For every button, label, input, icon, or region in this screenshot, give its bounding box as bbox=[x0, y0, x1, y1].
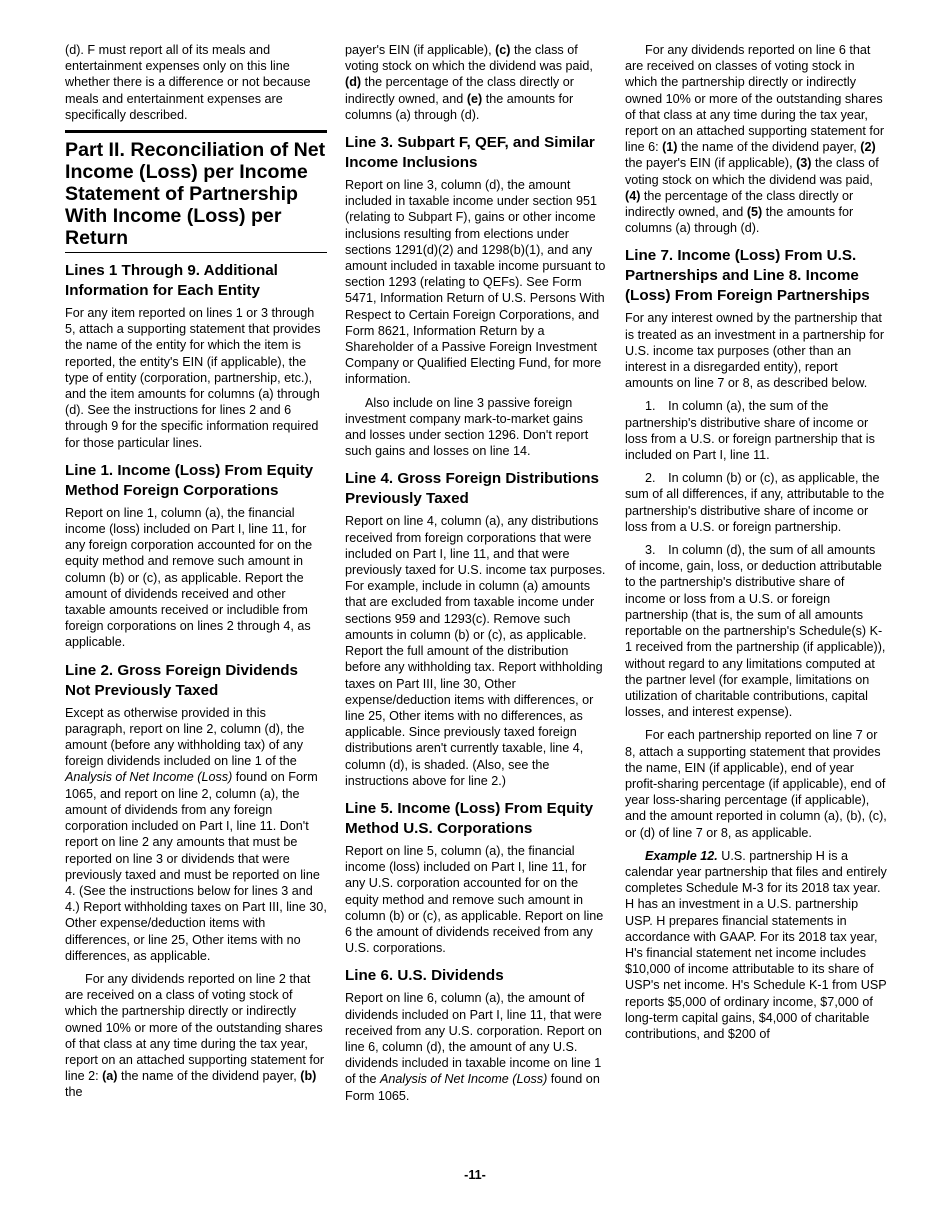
text-segment: For any dividends reported on line 2 that are received on a class of voting stock of which the partnership directly or indirectly owned 10% or more of the outstanding shares of that class at any time during the tax year, report on an attached supporting statement for line 2: bbox=[65, 971, 325, 1084]
bold-marker: (4) bbox=[625, 188, 641, 203]
text-segment: U.S. partnership H is a calendar year partnership that files and entirely completes Schedule M-3 for its 2018 tax year. H has an investment in a U.S. partnership USP. H prepares financial statements in accordance with GAAP. For its 2018 tax year, H's financial statement net income includes $10,000 of income attributable to its share of USP's net income. H's Schedule K-1 from USP reports $5,000 of ordinary income, $7,000 of long-term capital gains, $4,000 of charitable contributions, and $200 of bbox=[625, 848, 887, 1041]
example-label: Example 12. bbox=[645, 848, 718, 863]
paragraph-lines-1-9: For any item reported on lines 1 or 3 through 5, attach a supporting statement that provides the name of the entity for which the item is reported, the entity's EIN (if applicable), the type of entity (corporation, partnership, etc.), and the item amounts for columns (a) through (d). See the instructions for lines 2 and 6 through 9 for the specific information required for those particular lines. bbox=[65, 306, 321, 450]
bold-marker: (c) bbox=[495, 43, 511, 57]
text-segment: the amounts for columns (a) through (d). bbox=[345, 91, 574, 122]
paragraph-line-3-passive: Also include on line 3 passive foreign investment company mark-to-market gains and losses under section 1296. Don't report such gains and losses on line 14. bbox=[345, 395, 589, 459]
text-segment: For any dividends reported on line 6 that are received on classes of voting stock in which the partnership directly or indirectly owned 10% or more of the outstanding shares of that class at any time during the tax year, report on an attached supporting statement for line 6: bbox=[625, 43, 885, 155]
paragraph-line-4: Report on line 4, column (a), any distributions received from foreign corporations that were included on Part I, line 11, and that were previously taxed for U.S. income tax purposes. For example, include in column (a) amounts that are excluded from taxable income under sections 959 and 1293(c). Remove such amounts in column (b) or (c), as applicable. Report the full amount of the distribution before any withholding tax. Report withholding taxes on Part III, line 30, Other expense/deduction items with differences, or line 25, Other items with no differences, as applicable. Since previously taxed foreign distributions aren't currently taxable, line 4, column (d), is shaded. (Also, see the instructions above for line 2.) bbox=[345, 514, 606, 788]
text-segment: found on Form 1065. bbox=[345, 1072, 600, 1103]
bold-marker: (1) bbox=[662, 140, 678, 155]
heading-line-3: Line 3. Subpart F, QEF, and Similar Income Inclusions bbox=[345, 134, 595, 172]
heading-lines-1-9: Lines 1 Through 9. Additional Information for Each Entity bbox=[65, 262, 278, 300]
text-segment: the name of the dividend payer, bbox=[117, 1069, 301, 1084]
page-number: -11- bbox=[464, 1168, 486, 1182]
paragraph-line-6-dividends bbox=[625, 42, 887, 236]
bold-marker: (e) bbox=[466, 91, 483, 106]
bold-marker: (b) bbox=[300, 1069, 317, 1084]
heading-line-6: Line 6. U.S. Dividends bbox=[345, 967, 504, 985]
bold-marker: (5) bbox=[746, 205, 763, 220]
part-ii-heading: Part II. Reconciliation of Net Income (Loss) per Income Statement of Partnership With Income (Loss) per Return bbox=[65, 130, 327, 253]
continued-paragraph bbox=[345, 42, 607, 123]
bold-marker: (2) bbox=[860, 140, 876, 155]
text-segment: the percentage of the class directly or indirectly owned, and bbox=[345, 75, 574, 106]
paragraph-line-6 bbox=[345, 990, 607, 1103]
text-segment: payer's EIN (if applicable), bbox=[345, 43, 496, 57]
paragraph-line-1: Report on line 1, column (a), the financial income (loss) included on Part I, line 11, for any foreign corporation accounted for on the equity method and remove such amount in column (b) or (c), as applicable. Report the amount of dividends received and other taxable amounts received or includible from foreign corporations on lines 2 through 4, as applicable. bbox=[65, 505, 313, 650]
paragraph-line-7-8: For any interest owned by the partnership that is treated as an investment in a partnership for U.S. income tax purposes (other than an interest in a disregarded entity), report amounts on line 7 or 8, as described below. bbox=[625, 311, 885, 391]
bold-marker: (a) bbox=[102, 1069, 118, 1084]
heading-line-5: Line 5. Income (Loss) From Equity Method U.S. Corporations bbox=[345, 799, 594, 837]
paragraph-example-12 bbox=[625, 848, 887, 1042]
text-segment: the amounts for columns (a) through (d). bbox=[625, 205, 854, 236]
heading-line-4: Line 4. Gross Foreign Distributions Previously Taxed bbox=[345, 470, 599, 508]
paragraph-line-3: Report on line 3, column (d), the amount included in taxable income under section 951 (relating to Subpart F), gains or other income inclusions resulting from elections under sections 1291(d)(2) and 1298(b)(1), and any amount included in taxable income pursuant to section 1293 (relating to QEFs). See Form 5471, Information Return of U.S. Persons With Respect to Certain Foreign Corporations, and Form 8621, Information Return by a Shareholder of a Passive Foreign Investment Company or Qualified Electing Fund, for more information. bbox=[345, 178, 606, 387]
italic-form-reference: Analysis of Net Income (Loss) bbox=[380, 1072, 548, 1087]
continued-paragraph: (d). F must report all of its meals and entertainment expenses only on this line whether there is a difference or not because meals and entertainment expenses are specifically described. bbox=[65, 43, 311, 122]
paragraph-line-2-dividends bbox=[65, 971, 327, 1101]
italic-form-reference: Analysis of Net Income (Loss) bbox=[65, 770, 233, 785]
column-2 bbox=[345, 42, 607, 1111]
heading-line-2: Line 2. Gross Foreign Dividends Not Previously Taxed bbox=[65, 661, 298, 699]
paragraph-line-5: Report on line 5, column (a), the financial income (loss) included on Part I, line 11, for any U.S. corporation accounted for on the equity method and remove such amount in column (b) or (c), as applicable. Report on line 6 the amount of dividends received from any U.S. corporations. bbox=[345, 843, 604, 956]
text-segment: the class of voting stock on which the dividend was paid, bbox=[625, 156, 879, 187]
heading-line-1: Line 1. Income (Loss) From Equity Method Foreign Corporations bbox=[65, 461, 314, 499]
list-item-2: 2. In column (b) or (c), as applicable, the sum of all differences, if any, attributable to the partnership's distributive share of income or loss from a U.S. or foreign partnership. bbox=[625, 471, 885, 534]
bold-marker: (3) bbox=[796, 156, 812, 171]
list-item-1: 1. In column (a), the sum of the partnership's distributive share of income or loss from a U.S. or foreign partnership that is included on Part I, line 11. bbox=[625, 399, 875, 463]
paragraph-each-partnership: For each partnership reported on line 7 or 8, attach a supporting statement that provides the name, EIN (if applicable), end of year profit-sharing percentage (if applicable), end of year loss-sharing percentage (if applicable), and the amount reported in column (a), (b), (c), or (d) of line 7 or 8, as applicable. bbox=[625, 728, 887, 840]
text-segment: the name of the dividend payer, bbox=[677, 140, 861, 155]
paragraph-line-2 bbox=[65, 705, 327, 964]
text-segment: Except as otherwise provided in this paragraph, report on line 2, column (d), the amount (before any withholding tax) of any foreign dividends included on line 1 of the bbox=[65, 705, 305, 769]
text-segment: the payer's EIN (if applicable), bbox=[625, 156, 797, 171]
column-3 bbox=[625, 42, 887, 1049]
text-segment: the bbox=[65, 1085, 83, 1100]
list-item-3: 3. In column (d), the sum of all amounts of income, gain, loss, or deduction attributable to the partnership's distributive share of income or loss from a U.S. or foreign partnership (that is, the sum of all amounts reportable on the partnership's Schedule(s) K-1 received from the partnership (if applicable)), without regard to any limitations computed at the partner level (for example, limitations on utilization of charitable contributions, capital losses, and interest expense). bbox=[625, 543, 886, 720]
text-segment: Report on line 6, column (a), the amount of dividends included on Part I, line 11, that were received from any U.S. corporation. Report on line 6, column (d), the amount of any U.S. dividends included in taxable income on line 1 of the bbox=[345, 991, 602, 1087]
heading-line-7-8: Line 7. Income (Loss) From U.S. Partnerships and Line 8. Income (Loss) From Foreign Partnerships bbox=[625, 247, 870, 305]
column-1 bbox=[65, 42, 327, 1108]
text-segment: found on Form 1065, and report on line 2, column (a), the amount of dividends from any foreign corporation included on Part I, line 11. Don't report on line 2 any amounts that must be reported on line 3 or dividends that were previously taxed and must be reported on line 4. (See the instructions below for lines 3 and 4.) Report withholding taxes on Part III, line 30, Other expense/deduction items with differences, or line 25, Other items with no differences, as applicable. bbox=[65, 770, 327, 963]
bold-marker: (d) bbox=[345, 75, 362, 90]
text-segment: the percentage of the class directly or indirectly owned, and bbox=[625, 188, 854, 220]
text-segment: the class of voting stock on which the dividend was paid, bbox=[345, 43, 593, 74]
